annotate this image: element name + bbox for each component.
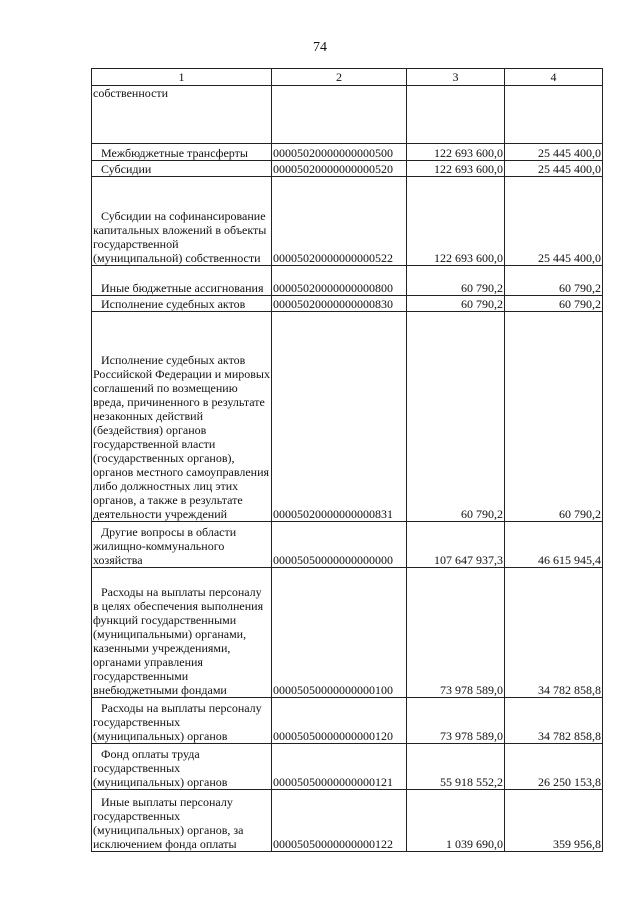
row-value-3	[407, 86, 505, 144]
table-row	[92, 177, 603, 266]
row-value-4: 25 445 400,0	[505, 177, 603, 266]
row-code: 00005020000000000522	[272, 177, 407, 266]
row-code: 00005050000000000100	[272, 568, 407, 698]
column-header-1: 1	[92, 69, 272, 86]
row-value-4: 34 782 858,8	[505, 698, 603, 744]
table-row	[92, 698, 603, 744]
row-code: 00005050000000000120	[272, 698, 407, 744]
table-row	[92, 144, 603, 161]
row-value-3: 60 790,2	[407, 296, 505, 312]
row-value-4: 60 790,2	[505, 296, 603, 312]
row-value-3: 1 039 690,0	[407, 790, 505, 852]
row-value-4: 46 615 945,4	[505, 522, 603, 568]
table-row	[92, 161, 603, 177]
table-row	[92, 568, 603, 698]
row-value-4: 26 250 153,8	[505, 744, 603, 790]
table-row	[92, 790, 603, 852]
row-value-3: 73 978 589,0	[407, 568, 505, 698]
row-name: Иные бюджетные ассигнования	[92, 266, 272, 296]
row-code: 00005020000000000830	[272, 296, 407, 312]
row-value-3: 55 918 552,2	[407, 744, 505, 790]
table-row	[92, 744, 603, 790]
table-header-row	[92, 69, 603, 86]
table-row	[92, 522, 603, 568]
row-value-3: 60 790,2	[407, 266, 505, 296]
row-name: Исполнение судебных актов Российской Федерации и мировых соглашений по возмещению вреда, причиненного в результате незаконных действий (бездействия) органов государственной власти (государственных органов), органов местного самоуправления либо должностных лиц этих органов, а также в результате деятельности учреждений	[92, 312, 272, 522]
row-value-3: 122 693 600,0	[407, 161, 505, 177]
row-name: Субсидии	[92, 161, 272, 177]
row-code: 00005050000000000121	[272, 744, 407, 790]
row-value-3: 122 693 600,0	[407, 177, 505, 266]
row-value-4: 359 956,8	[505, 790, 603, 852]
row-name: Исполнение судебных актов	[92, 296, 272, 312]
row-value-3: 73 978 589,0	[407, 698, 505, 744]
column-header-2: 2	[272, 69, 407, 86]
row-name: Иные выплаты персоналу государственных (муниципальных) органов, за исключением фонда оплаты	[92, 790, 272, 852]
row-code: 00005020000000000831	[272, 312, 407, 522]
row-code: 00005050000000000122	[272, 790, 407, 852]
table-row	[92, 296, 603, 312]
row-name: Расходы на выплаты персоналу в целях обеспечения выполнения функций государственными (муниципальными) органами, казенными учреждениями, органами управления государственными внебюджетными фондами	[92, 568, 272, 698]
table-row	[92, 86, 603, 144]
row-value-3: 60 790,2	[407, 312, 505, 522]
row-code: 00005020000000000800	[272, 266, 407, 296]
row-code	[272, 86, 407, 144]
row-name: Субсидии на софинансирование капитальных вложений в объекты государственной (муниципальной) собственности	[92, 177, 272, 266]
table-row	[92, 312, 603, 522]
page-number: 74	[313, 40, 327, 55]
row-value-3: 122 693 600,0	[407, 144, 505, 161]
row-value-3: 107 647 937,3	[407, 522, 505, 568]
row-value-4: 60 790,2	[505, 312, 603, 522]
row-value-4	[505, 86, 603, 144]
row-name: Расходы на выплаты персоналу государственных (муниципальных) органов	[92, 698, 272, 744]
row-code: 00005020000000000520	[272, 161, 407, 177]
row-name: Другие вопросы в области жилищно-коммунального хозяйства	[92, 522, 272, 568]
row-code: 00005020000000000500	[272, 144, 407, 161]
column-header-3: 3	[407, 69, 505, 86]
row-name: Фонд оплаты труда государственных (муниципальных) органов	[92, 744, 272, 790]
row-code: 00005050000000000000	[272, 522, 407, 568]
column-header-4: 4	[505, 69, 603, 86]
row-name: Межбюджетные трансферты	[92, 144, 272, 161]
row-name: собственности	[92, 86, 272, 144]
table-row	[92, 266, 603, 296]
row-value-4: 25 445 400,0	[505, 161, 603, 177]
row-value-4: 60 790,2	[505, 266, 603, 296]
row-value-4: 25 445 400,0	[505, 144, 603, 161]
row-value-4: 34 782 858,8	[505, 568, 603, 698]
budget-table	[91, 68, 603, 852]
